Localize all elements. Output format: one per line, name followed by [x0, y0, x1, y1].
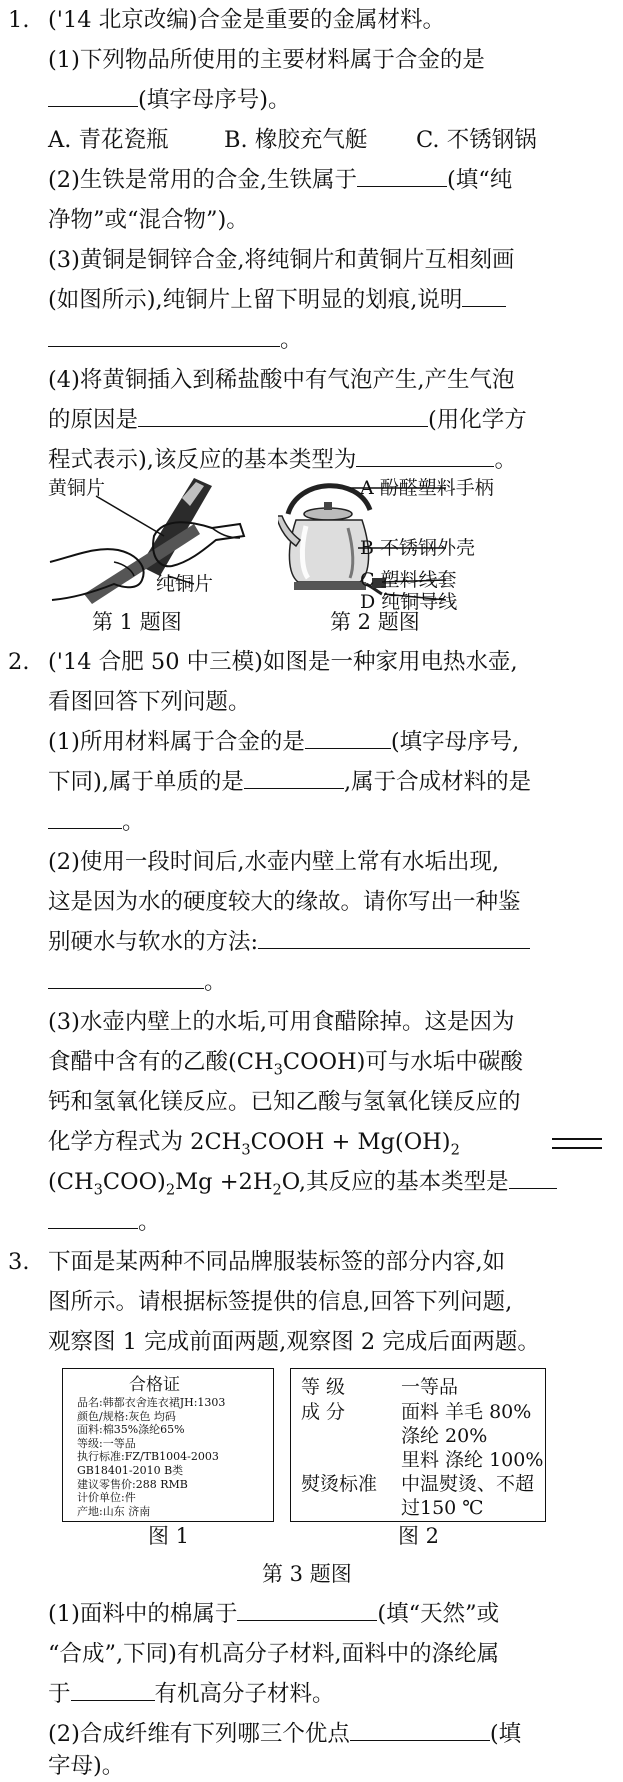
figure-2-caption: 第 2 题图: [330, 610, 420, 634]
q2-line-8: 别硬水与软水的方法:: [48, 926, 623, 958]
answer-blank[interactable]: [258, 926, 530, 949]
q1-option-c: C. 不锈钢锅: [416, 127, 537, 153]
answer-blank[interactable]: [138, 404, 428, 427]
answer-blank[interactable]: [48, 966, 204, 989]
q2-line-5: 。: [48, 806, 623, 838]
q1-line-7: (3)黄铜是铜锌合金,将纯铜片和黄铜片互相刻画: [48, 247, 515, 273]
label-2-grade-key: 等 级: [301, 1376, 346, 1398]
q1-number: 1.: [8, 7, 30, 33]
figure-3-caption: 第 3 题图: [262, 1562, 352, 1586]
label-2-grade-value: 一等品: [401, 1376, 459, 1398]
label-c-sleeve: C 塑料线套: [360, 569, 457, 591]
q2-line-2: 看图回答下列问题。: [48, 689, 251, 715]
label-brass-sheet: 黄铜片: [48, 477, 106, 499]
q3-line-6: 于 有机高分子材料。: [48, 1678, 623, 1710]
q1-line-10: (4)将黄铜插入到稀盐酸中有气泡产生,产生气泡: [48, 367, 515, 393]
answer-blank[interactable]: [237, 1598, 377, 1621]
q3-line-3: 观察图 1 完成前面两题,观察图 2 完成后面两题。: [48, 1329, 540, 1355]
q2-line-13: 化学方程式为 $2CH_3COOH + Mg(OH)_2$: [48, 1129, 460, 1159]
label-2-composition-value: 涤纶 20%: [401, 1425, 488, 1447]
label-2-ironing-value: 中温熨烫、不超: [401, 1473, 535, 1495]
q2-line-4: 下同),属于单质的是 ,属于合成材料的是: [48, 766, 623, 798]
label-1-row: 等级:一等品: [77, 1436, 136, 1450]
q2-line-1: ('14 合肥 50 中三模)如图是一种家用电热水壶,: [48, 649, 518, 675]
answer-blank[interactable]: [48, 84, 138, 107]
q1-line-12: 程式表示),该反应的基本类型为 。: [48, 444, 623, 476]
q2-line-7: 这是因为水的硬度较大的缘故。请你写出一种鉴: [48, 889, 521, 915]
q1-line-3: (填字母序号)。: [48, 84, 623, 116]
label-1-row: 建议零售价:288 RMB: [77, 1477, 188, 1491]
label-2-composition-value: 面料 羊毛 80%: [401, 1401, 532, 1423]
figure-3a-caption: 图 1: [148, 1524, 190, 1548]
q1-line-11: 的原因是 (用化学方: [48, 404, 623, 436]
answer-blank[interactable]: [71, 1678, 155, 1701]
label-1-title: 合格证: [129, 1375, 180, 1395]
answer-blank[interactable]: [305, 726, 391, 749]
q2-line-9: 。: [48, 966, 623, 998]
q3-line-5: “合成”,下同)有机高分子材料,面料中的涤纶属: [48, 1641, 500, 1667]
label-b-shell: B 不锈钢外壳: [360, 537, 476, 559]
q1-option-a: A. 青花瓷瓶: [48, 127, 169, 153]
label-1-row: 执行标准:FZ/TB1004-2003: [77, 1450, 219, 1464]
q1-line-6: 净物”或“混合物”)。: [48, 207, 249, 233]
q2-number: 2.: [8, 649, 30, 675]
q1-option-b: B. 橡胶充气艇: [224, 127, 368, 153]
label-a-handle: A 酚醛塑料手柄: [360, 477, 494, 499]
q3-line-4: (1)面料中的棉属于 (填“天然”或: [48, 1598, 623, 1630]
q1-line-1: ('14 北京改编)合金是重要的金属材料。: [48, 7, 446, 33]
label-1-row: 品名:韩都衣舍连衣裙JH:1303: [77, 1396, 226, 1409]
answer-blank[interactable]: [48, 1206, 138, 1229]
label-1-row: GB18401-2010 B类: [77, 1464, 184, 1477]
answer-blank[interactable]: [357, 164, 447, 187]
q2-line-14: $(CH_3COO)_2Mg +2H_2O$,其反应的基本类型是: [48, 1166, 623, 1198]
q3-line-1: 下面是某两种不同品牌服装标签的部分内容,如: [48, 1249, 506, 1275]
q2-line-12: 钙和氢氧化镁反应。已知乙酸与氢氧化镁反应的: [48, 1089, 521, 1115]
q2-line-11: 食醋中含有的乙酸$(CH_3COOH)$可与水垢中碳酸: [48, 1049, 523, 1079]
figure-1: [44, 476, 264, 608]
label-2-ironing-value: 过150 ℃: [401, 1497, 484, 1519]
q1-line-8: (如图所示),纯铜片上留下明显的划痕,说明: [48, 284, 623, 316]
label-2-composition-key: 成 分: [301, 1401, 346, 1423]
figure-2: [278, 470, 578, 613]
q3-line-2: 图所示。请根据标签提供的信息,回答下列问题,: [48, 1289, 513, 1315]
answer-blank[interactable]: [509, 1166, 557, 1189]
label-1-row: 面料:棉35%涤纶65%: [77, 1423, 185, 1437]
label-d-wire: D 纯铜导线: [360, 591, 458, 613]
label-2-composition-value: 里料 涤纶 100%: [401, 1449, 544, 1471]
label-1-row: 产地:山东 济南: [77, 1504, 151, 1518]
clothing-label-1: [62, 1368, 274, 1522]
q2-line-15: 。: [48, 1206, 623, 1238]
equals-sign: [552, 1138, 602, 1149]
q2-line-6: (2)使用一段时间后,水壶内壁上常有水垢出现,: [48, 849, 500, 875]
q1-line-9: 。: [48, 324, 623, 356]
label-copper-sheet: 纯铜片: [156, 573, 214, 595]
label-2-ironing-key: 熨烫标准: [301, 1473, 378, 1495]
q3-line-7: (2)合成纤维有下列哪三个优点 (填: [48, 1718, 623, 1750]
q2-line-10: (3)水壶内壁上的水垢,可用食醋除掉。这是因为: [48, 1009, 515, 1035]
answer-blank[interactable]: [244, 766, 344, 789]
figure-1-caption: 第 1 题图: [92, 610, 182, 634]
q1-line-2: (1)下列物品所使用的主要材料属于合金的是: [48, 47, 485, 73]
q2-line-3: (1)所用材料属于合金的是 (填字母序号,: [48, 726, 623, 758]
q1-line-5: (2)生铁是常用的合金,生铁属于 (填“纯: [48, 164, 623, 196]
label-1-row: 颜色/规格:灰色 均码: [77, 1409, 176, 1423]
answer-blank[interactable]: [462, 284, 506, 307]
answer-blank[interactable]: [48, 324, 280, 347]
answer-blank[interactable]: [356, 444, 494, 467]
label-1-row: 计价单位:件: [77, 1491, 136, 1505]
figure-3b-caption: 图 2: [398, 1524, 440, 1548]
answer-blank[interactable]: [48, 806, 122, 829]
answer-blank[interactable]: [350, 1718, 490, 1741]
q3-line-8: 字母)。: [48, 1753, 125, 1779]
q3-number: 3.: [8, 1249, 30, 1275]
clothing-label-2: [290, 1368, 546, 1522]
